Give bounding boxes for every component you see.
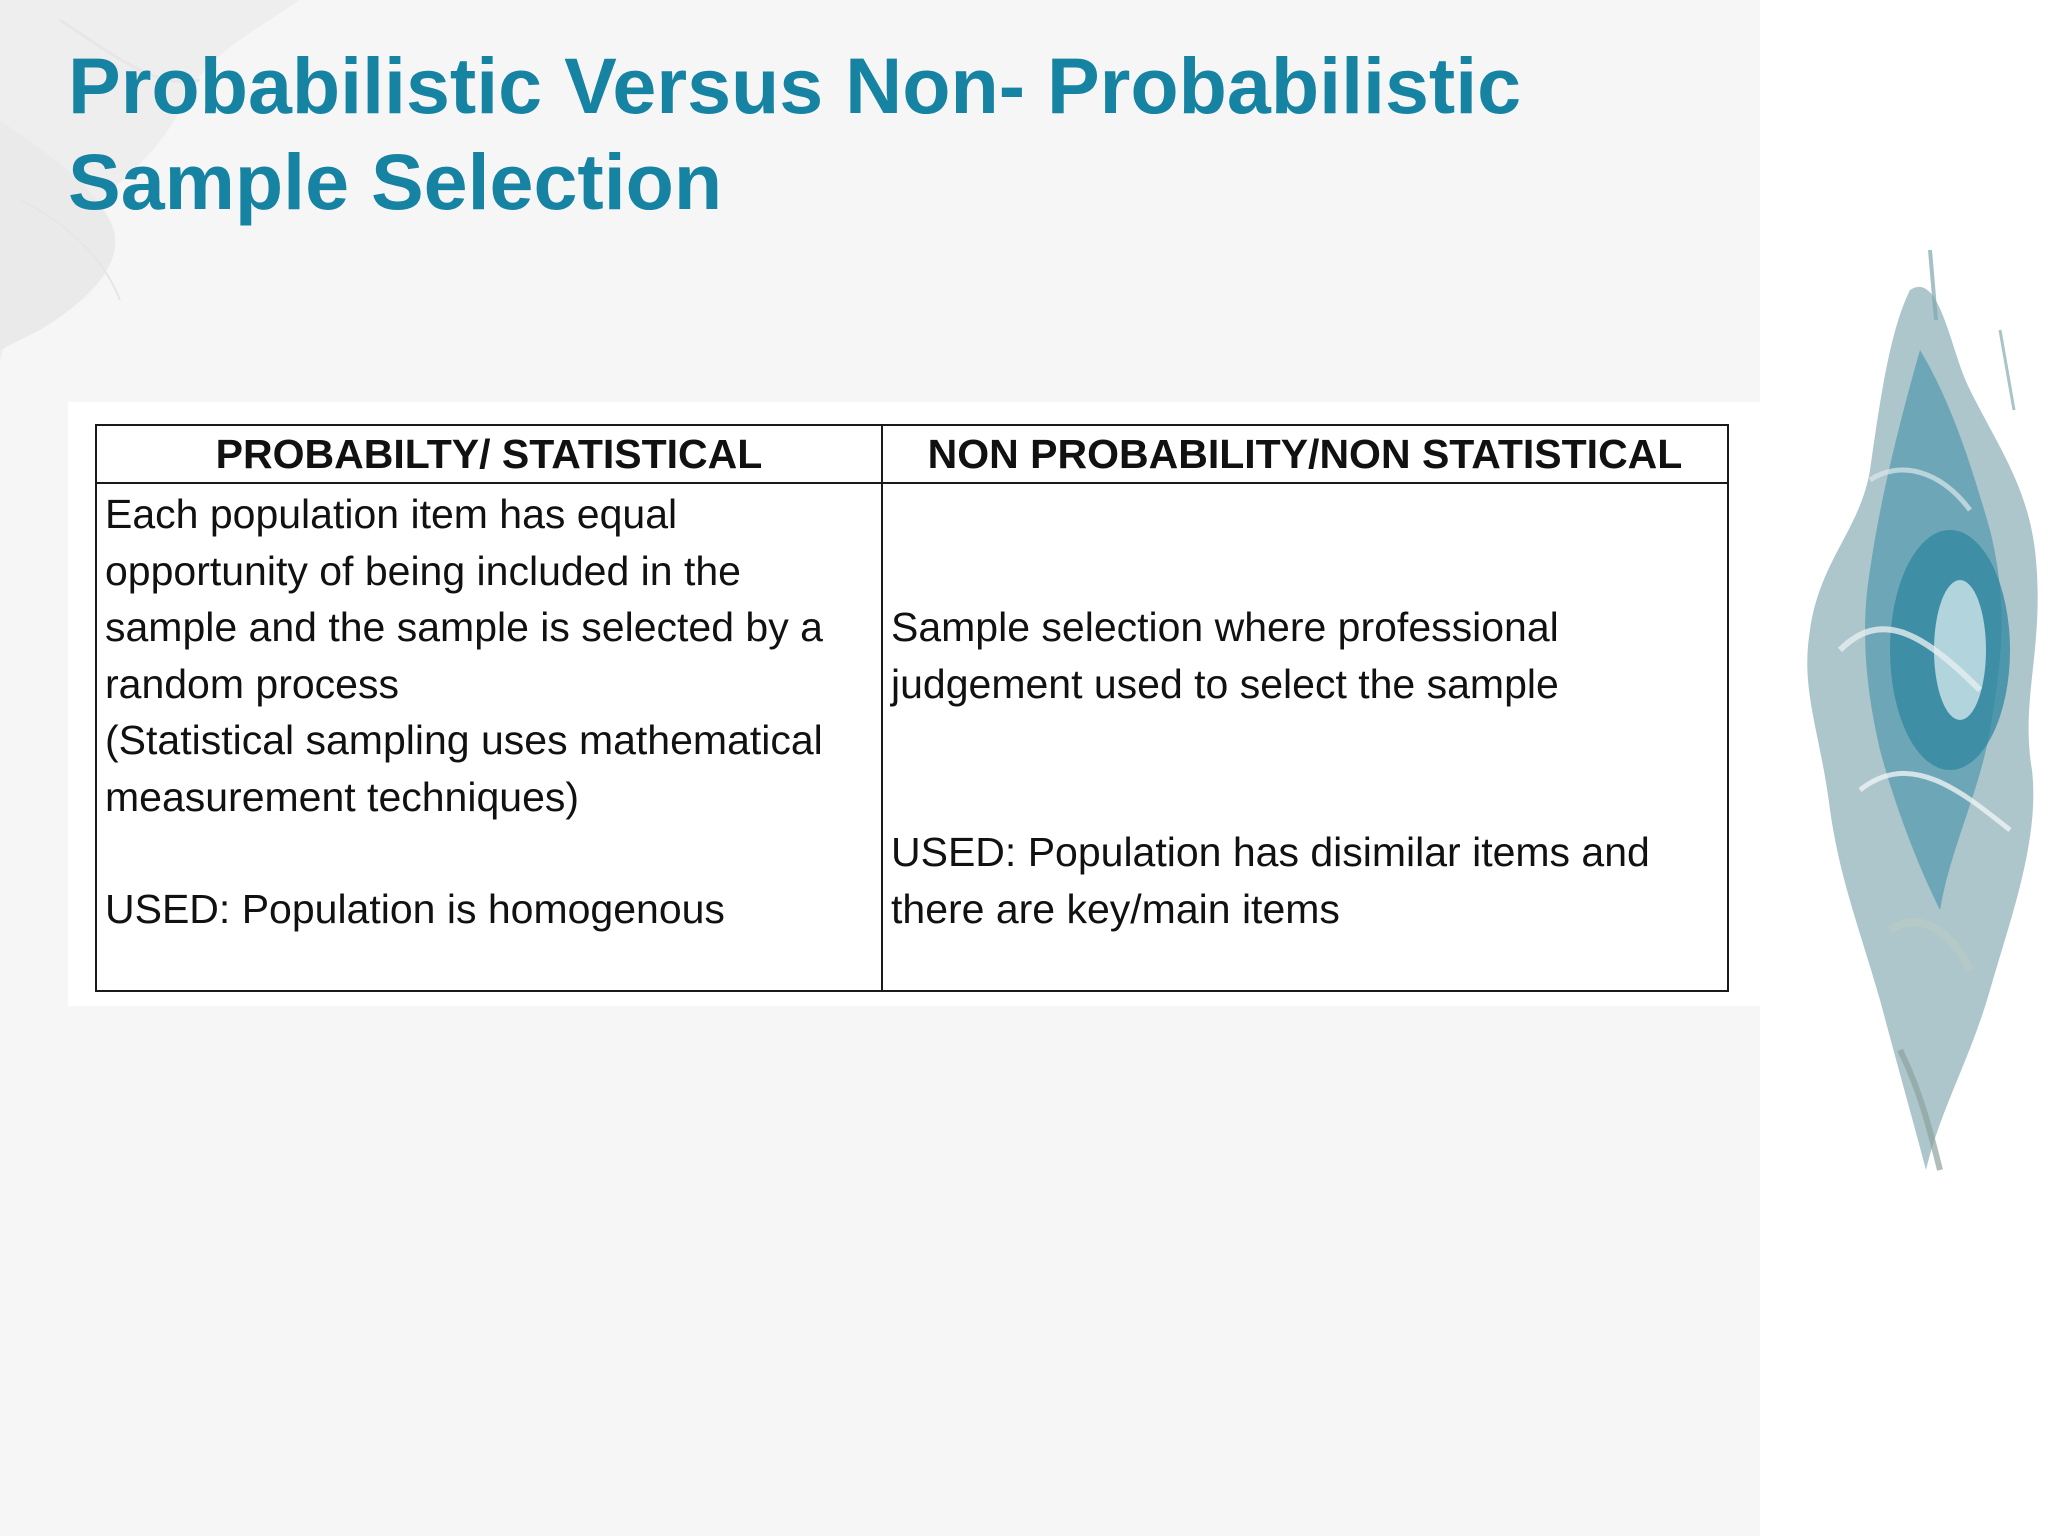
non-probability-description: [891, 599, 1723, 712]
text-line: sample and the sample is selected by a: [105, 604, 823, 650]
text-line: USED: Population has disimilar items and: [891, 829, 1650, 875]
non-probability-used: [891, 824, 1723, 937]
text-line: measurement techniques): [105, 773, 580, 820]
probability-description: [105, 486, 877, 825]
text-line: Sample selection where professional: [891, 604, 1559, 650]
title-line-2: Sample Selection: [68, 137, 723, 226]
text-line: there are key/main items: [891, 885, 1340, 932]
title-line-1: Probabilistic Versus Non- Probabilistic: [68, 41, 1522, 130]
text-line: opportunity of being included in the: [105, 547, 741, 594]
abstract-decoration-icon: [1800, 230, 2048, 1180]
probability-cell: [96, 483, 882, 991]
text-line: Each population item has equal: [105, 491, 678, 537]
comparison-table: [95, 424, 1729, 992]
text-line: judgement used to select the sample: [891, 660, 1559, 707]
text-line: (Statistical sampling uses mathematical: [105, 717, 823, 763]
slide-title: [68, 38, 1668, 230]
probability-used: USED: Population is homogenous: [105, 886, 725, 932]
content-row: [96, 483, 1728, 991]
header-probability: PROBABILTY/ STATISTICAL: [96, 425, 882, 483]
non-probability-cell: [882, 483, 1728, 991]
text-line: random process: [105, 660, 399, 707]
header-row: [96, 425, 1728, 483]
header-non-probability: NON PROBABILITY/NON STATISTICAL: [882, 425, 1728, 483]
